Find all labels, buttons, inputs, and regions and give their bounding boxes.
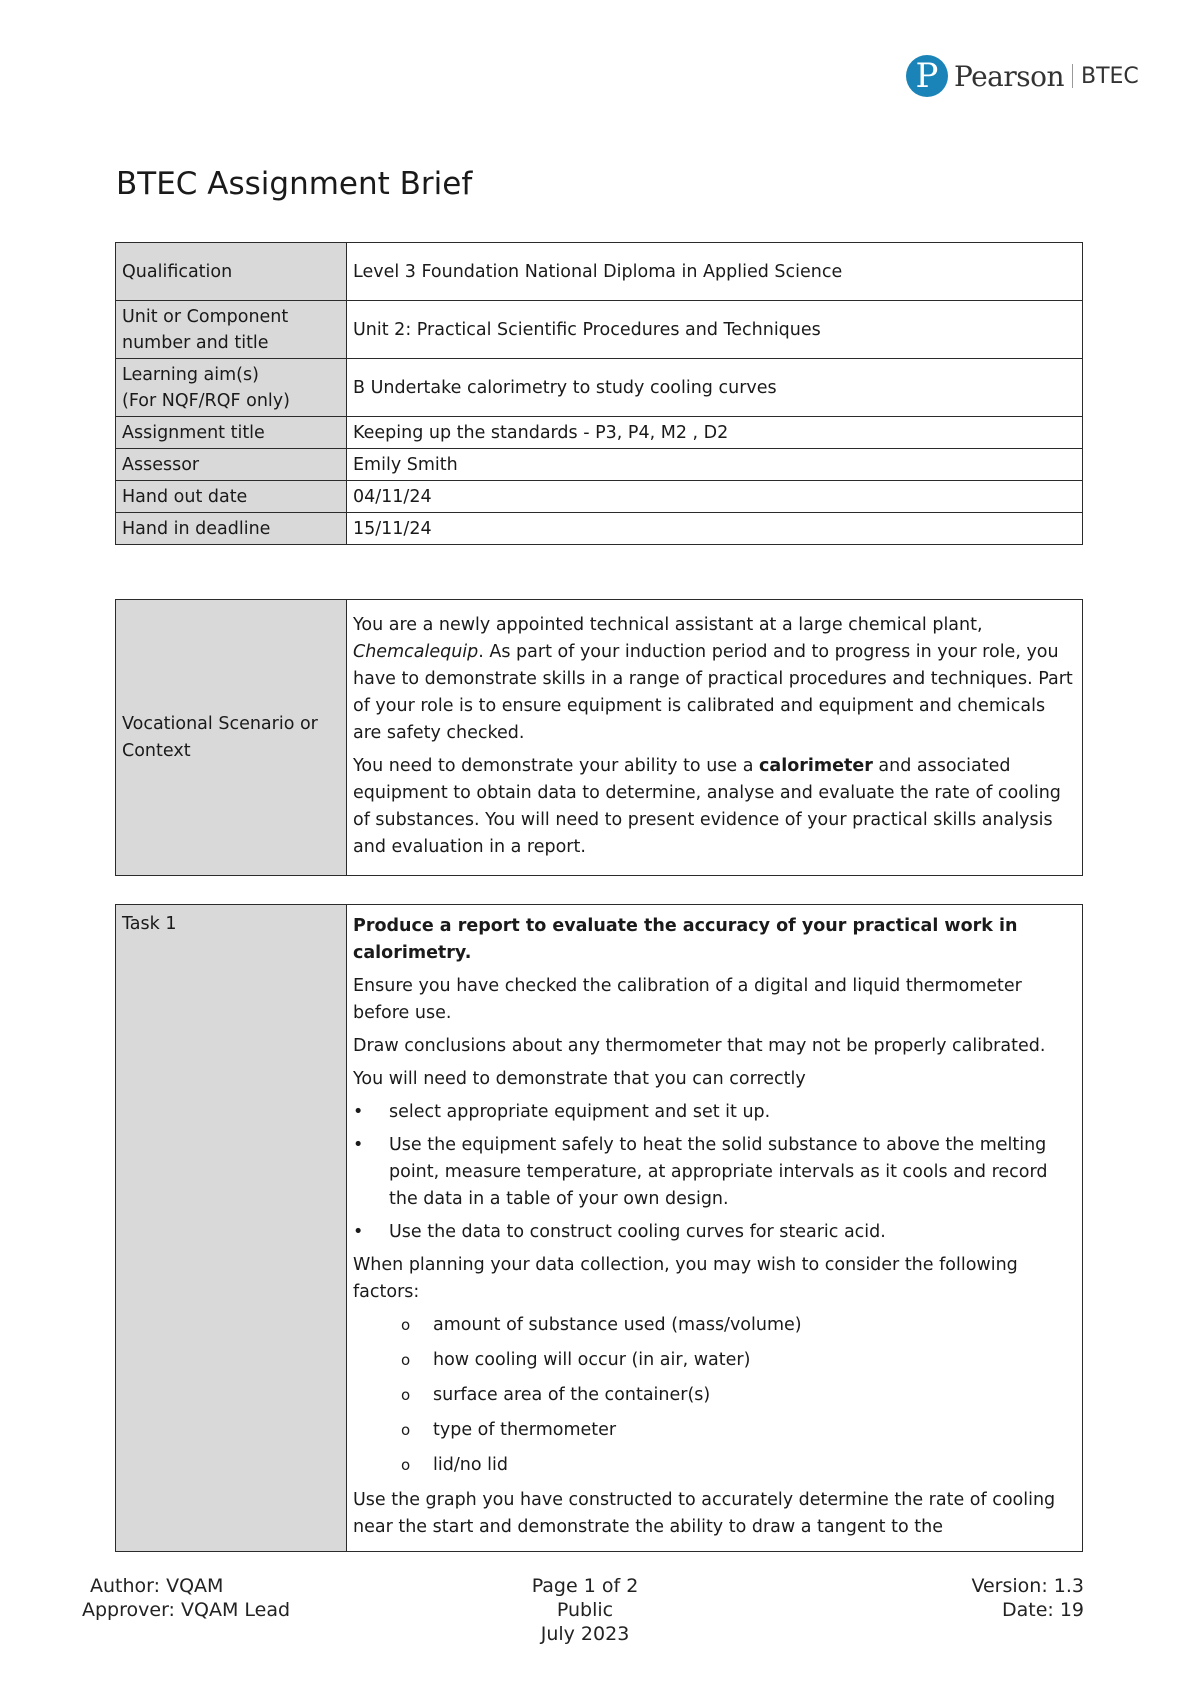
assignment-info-table bbox=[115, 242, 1083, 545]
table-row bbox=[116, 359, 1083, 417]
document-title: BTEC Assignment Brief bbox=[116, 166, 473, 202]
footer-classification: Public bbox=[556, 1599, 614, 1621]
learning-aim-label: Learning aim(s) (For NQF/RQF only) bbox=[116, 359, 347, 417]
scenario-label: Vocational Scenario or Context bbox=[116, 600, 347, 876]
list-item: o type of thermometer bbox=[353, 1417, 1076, 1444]
scenario-text bbox=[347, 600, 1083, 876]
calorimeter-term: calorimeter bbox=[759, 756, 873, 776]
task-paragraph: Draw conclusions about any thermometer that may not be properly calibrated. bbox=[353, 1036, 1046, 1056]
hand-in-deadline-label: Hand in deadline bbox=[116, 513, 347, 545]
pearson-logo-icon: P bbox=[906, 55, 948, 97]
task-1-content bbox=[347, 905, 1083, 1552]
unit-value: Unit 2: Practical Scientific Procedures and Techniques bbox=[347, 301, 1083, 359]
footer-page-number: Page 1 of 2 bbox=[531, 1575, 639, 1597]
hand-out-date-value: 04/11/24 bbox=[347, 481, 1083, 513]
footer-author: Author: VQAM bbox=[90, 1575, 224, 1597]
footer-author-block bbox=[82, 1574, 290, 1622]
task-paragraph: You will need to demonstrate that you can correctly bbox=[353, 1069, 806, 1089]
logo-wordmark: Pearson bbox=[954, 59, 1064, 93]
task-1-heading: Produce a report to evaluate the accuracy of your practical work in calorimetry. bbox=[353, 916, 1018, 963]
task-paragraph: Ensure you have checked the calibration of a digital and liquid thermometer before use. bbox=[353, 976, 1022, 1023]
assessor-label: Assessor bbox=[116, 449, 347, 481]
list-item: • Use the data to construct cooling curves for stearic acid. bbox=[353, 1219, 1076, 1246]
table-row bbox=[116, 513, 1083, 545]
table-row bbox=[116, 301, 1083, 359]
table-row bbox=[116, 243, 1083, 301]
task-1-table bbox=[115, 904, 1083, 1552]
list-item: • select appropriate equipment and set it up. bbox=[353, 1099, 1076, 1126]
assignment-title-label: Assignment title bbox=[116, 417, 347, 449]
hand-in-deadline-value: 15/11/24 bbox=[347, 513, 1083, 545]
scenario-paragraph: You need to demonstrate your ability to use a calorimeter and associated equipment to obtain data to determine, analyse and evaluate the rate of cooling of substances. You will need to present evidence of your practical skills analysis and evaluation in a report. bbox=[353, 756, 1061, 857]
unit-label: Unit or Component number and title bbox=[116, 301, 347, 359]
qualification-value: Level 3 Foundation National Diploma in Applied Science bbox=[347, 243, 1083, 301]
list-item: o amount of substance used (mass/volume) bbox=[353, 1312, 1076, 1339]
scenario-paragraph: You are a newly appointed technical assistant at a large chemical plant, Chemcalequip. As part of your induction period and to progress in your role, you have to demonstrate skills in a range of practical procedures and techniques. Part of your role is to ensure equipment is calibrated and equipment and chemicals are safety checked. bbox=[353, 615, 1073, 743]
table-row bbox=[116, 905, 1083, 1552]
footer-date: Date: 19 bbox=[1001, 1599, 1084, 1621]
assessor-value: Emily Smith bbox=[347, 449, 1083, 481]
scenario-table bbox=[115, 599, 1083, 876]
footer-version: Version: 1.3 bbox=[971, 1575, 1084, 1597]
footer-approver: Approver: VQAM Lead bbox=[82, 1599, 291, 1621]
list-item: o surface area of the container(s) bbox=[353, 1382, 1076, 1409]
task-bullet-list bbox=[353, 1099, 1076, 1246]
list-item: o how cooling will occur (in air, water) bbox=[353, 1347, 1076, 1374]
pearson-btec-logo bbox=[906, 50, 1139, 102]
learning-aim-value: B Undertake calorimetry to study cooling curves bbox=[347, 359, 1083, 417]
table-row bbox=[116, 481, 1083, 513]
qualification-label: Qualification bbox=[116, 243, 347, 301]
list-item: • Use the equipment safely to heat the solid substance to above the melting point, measure temperature, at appropriate intervals as it cools and record the data in a table of your own design. bbox=[353, 1132, 1076, 1213]
footer-version-block bbox=[930, 1574, 1084, 1622]
task-1-label: Task 1 bbox=[116, 905, 347, 1552]
list-item: o lid/no lid bbox=[353, 1452, 1076, 1479]
learning-aim-note: (For NQF/RQF only) bbox=[122, 390, 290, 411]
company-name: Chemcalequip bbox=[353, 642, 479, 662]
logo-divider bbox=[1072, 64, 1073, 88]
task-paragraph: Use the graph you have constructed to accurately determine the rate of cooling near the start and demonstrate the ability to draw a tangent to the bbox=[353, 1490, 1056, 1537]
table-row bbox=[116, 600, 1083, 876]
logo-product: BTEC bbox=[1081, 63, 1139, 89]
assignment-title-value: Keeping up the standards - P3, P4, M2 , D2 bbox=[347, 417, 1083, 449]
footer-date-continued: July 2023 bbox=[540, 1623, 630, 1645]
footer-page-block bbox=[460, 1574, 710, 1646]
table-row bbox=[116, 449, 1083, 481]
task-paragraph: When planning your data collection, you may wish to consider the following factors: bbox=[353, 1255, 1018, 1302]
hand-out-date-label: Hand out date bbox=[116, 481, 347, 513]
table-row bbox=[116, 417, 1083, 449]
factors-list bbox=[353, 1312, 1076, 1479]
